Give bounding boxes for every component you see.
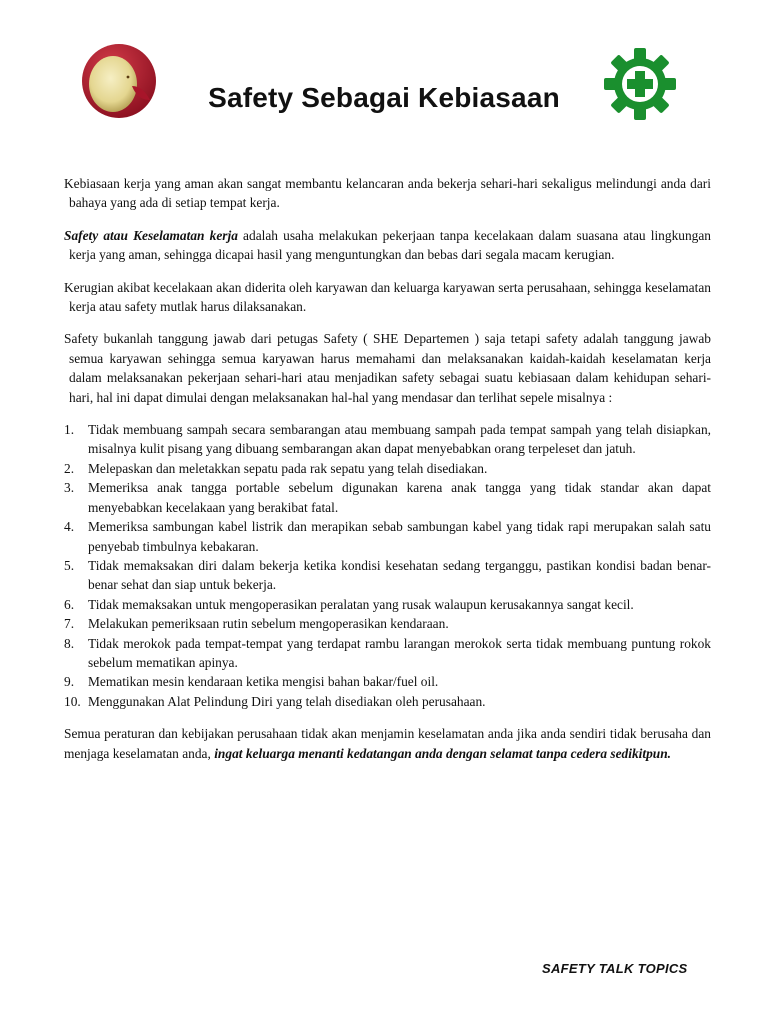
list-item-number: 3. bbox=[64, 480, 75, 496]
list-item-text: Menggunakan Alat Pelindung Diri yang telah disediakan oleh perusahaan. bbox=[88, 693, 486, 709]
list-item-number: 10. bbox=[64, 693, 81, 709]
safety-cross-gear-icon bbox=[602, 46, 678, 122]
list-item-text: Memeriksa sambungan kabel listrik dan merapikan sebab sambungan kabel yang tidak rapi merupakan salah satu penyebab timbulnya kebakaran. bbox=[88, 519, 711, 554]
list-item-number: 4. bbox=[64, 519, 75, 535]
closing-emphasis: ingat keluarga menanti kedatangan anda dengan selamat tanpa cedera sedikitpun. bbox=[214, 745, 672, 761]
document-body bbox=[64, 174, 711, 763]
list-item-number: 2. bbox=[64, 460, 75, 476]
list-item-number: 8. bbox=[64, 635, 75, 651]
list-item bbox=[64, 634, 711, 673]
definition-text: adalah usaha melakukan pekerjaan tanpa kecelakaan dalam suasana atau lingkungan kerja yang aman, sehingga dicapai hasil yang menguntungkan dan bebas dari segala macam kerugian. bbox=[69, 227, 711, 263]
list-item-number: 5. bbox=[64, 557, 75, 573]
list-item bbox=[64, 672, 711, 691]
list-item bbox=[64, 459, 711, 478]
list-item-number: 1. bbox=[64, 422, 75, 438]
list-item-number: 7. bbox=[64, 616, 75, 632]
definition-term: Safety atau Keselamatan kerja bbox=[64, 227, 238, 243]
responsibility-paragraph: Safety bukanlah tanggung jawab dari petugas Safety ( SHE Departemen ) saja tetapi safety adalah tanggung jawab semua karyawan sehingga semua karyawan harus memahami dan melaksanakan kaidah-kaidah keselamatan kerja dalam melaksanakan pekerjaan sehari-hari atau menjadikan safety sebagai suatu kebiasaan dalam kehidupan sehari-hari, hal ini dapat dimulai dengan melaksanakan hal-hal yang mendasar dan terlihat sepele misalnya : bbox=[64, 331, 711, 405]
definition-paragraph bbox=[64, 226, 711, 265]
list-item-text: Memeriksa anak tangga portable sebelum digunakan karena anak tangga yang tidak standar akan dapat menyebabkan kecelakaan yang berakibat fatal. bbox=[88, 480, 711, 515]
list-item-number: 9. bbox=[64, 674, 75, 690]
list-item bbox=[64, 517, 711, 556]
list-item bbox=[64, 692, 711, 711]
list-item-text: Melakukan pemeriksaan rutin sebelum mengoperasikan kendaraan. bbox=[88, 616, 449, 632]
list-item bbox=[64, 420, 711, 459]
list-item bbox=[64, 595, 711, 614]
page-title: Safety Sebagai Kebiasaan bbox=[208, 82, 560, 113]
closing-paragraph bbox=[64, 724, 711, 763]
list-item bbox=[64, 556, 711, 595]
list-item-text: Tidak memaksakan diri dalam bekerja ketika kondisi kesehatan sedang terganggu, pastikan kondisi badan benar-benar sehat dan siap untuk bekerja. bbox=[88, 557, 711, 593]
closing-text: Semua peraturan dan kebijakan perusahaan tidak akan menjamin keselamatan anda jika anda sendiri tidak berusaha dan menjaga keselamatan anda, bbox=[64, 726, 711, 761]
intro-paragraph: Kebiasaan kerja yang aman akan sangat membantu kelancaran anda bekerja sehari-hari sekaligus melindungi anda dari bahaya yang ada di setiap tempat kerja. bbox=[64, 176, 711, 211]
list-item-text: Tidak merokok pada tempat-tempat yang terdapat rambu larangan merokok serta tidak membuang puntung rokok sebelum mematikan apinya. bbox=[88, 635, 711, 670]
footer-label: SAFETY TALK TOPICS bbox=[542, 961, 688, 976]
list-item-text: Tidak membuang sampah secara sembarangan atau membuang sampah pada tempat sampah yang telah disiapkan, misalnya kulit pisang yang dibuang sembarangan akan dapat menyebabkan orang terpeleset dan jatuh. bbox=[88, 422, 711, 457]
list-item bbox=[64, 614, 711, 633]
list-item-number: 6. bbox=[64, 596, 75, 612]
loss-paragraph: Kerugian akibat kecelakaan akan diderita oleh karyawan dan keluarga karyawan serta perusahaan, sehingga keselamatan kerja atau safety mutlak harus dilaksanakan. bbox=[64, 279, 711, 315]
list-item-text: Melepaskan dan meletakkan sepatu pada rak sepatu yang telah disediakan. bbox=[88, 460, 488, 476]
safety-habits-list bbox=[64, 420, 711, 711]
list-item-text: Tidak memaksakan untuk mengoperasikan peralatan yang rusak walaupun kerusakannya sangat kecil. bbox=[88, 596, 634, 612]
list-item-text: Mematikan mesin kendaraan ketika mengisi bahan bakar/fuel oil. bbox=[88, 674, 439, 690]
list-item bbox=[64, 478, 711, 517]
